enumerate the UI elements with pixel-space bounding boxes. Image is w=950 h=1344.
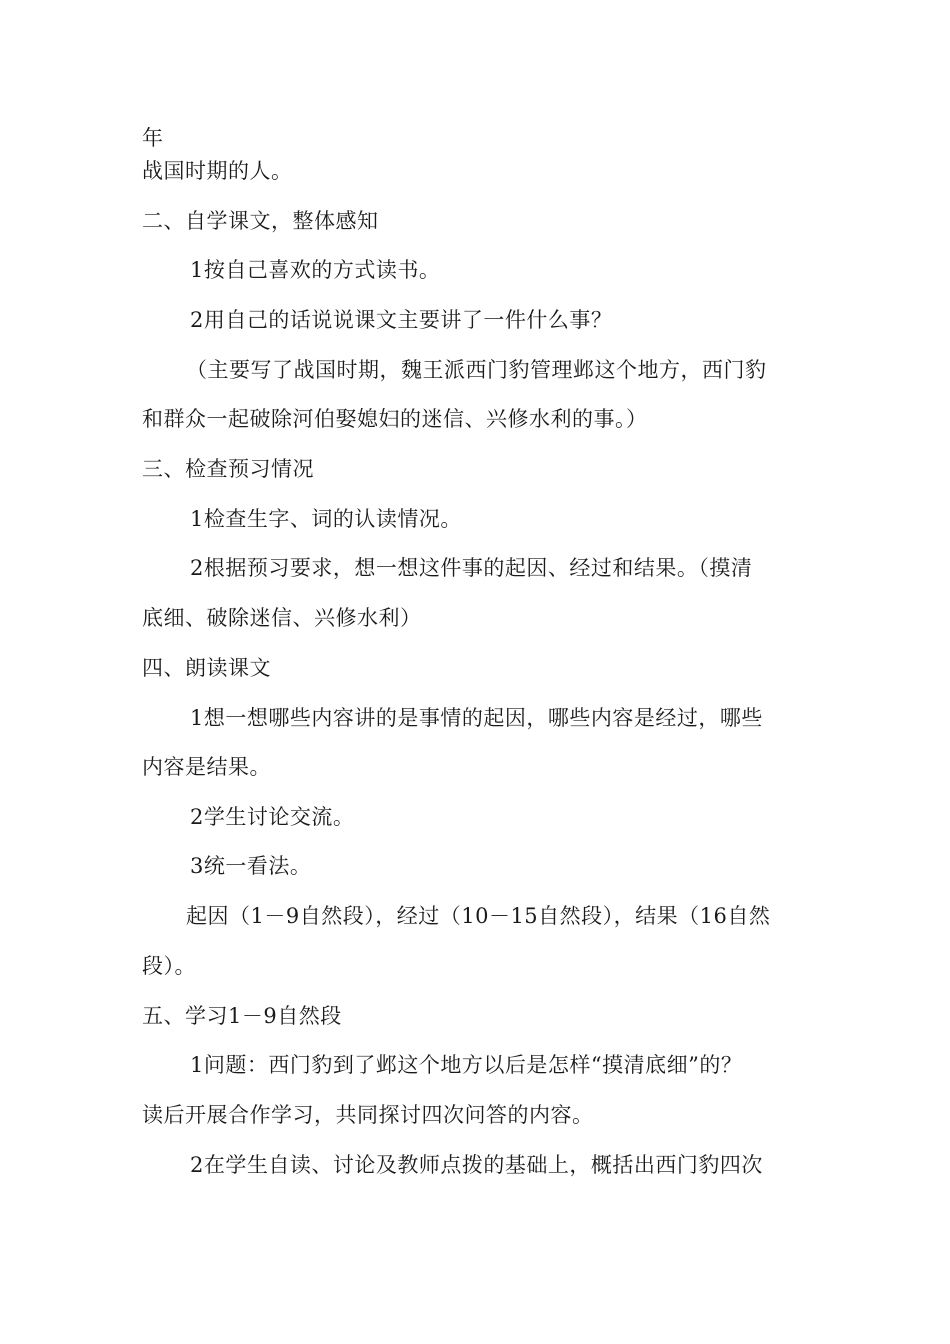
paragraph-line: 内容是结果。 xyxy=(142,755,271,779)
section-heading-4: 四、朗读课文 xyxy=(142,656,271,680)
paragraph-line: （主要写了战国时期，魏王派西门豹管理邺这个地方，西门豹 xyxy=(186,358,767,382)
list-item: 1问题：西门豹到了邺这个地方以后是怎样“摸清底细”的？ xyxy=(190,1053,743,1077)
list-item: 3统一看法。 xyxy=(190,854,312,878)
section-heading-3: 三、检查预习情况 xyxy=(142,457,314,481)
list-item: 2用自己的话说说课文主要讲了一件什么事？ xyxy=(190,308,613,332)
paragraph-line: 和群众一起破除河伯娶媳妇的迷信、兴修水利的事。） xyxy=(142,407,648,431)
section-heading-2: 二、自学课文，整体感知 xyxy=(142,209,379,233)
list-item: 1检查生字、词的认读情况。 xyxy=(190,507,462,531)
list-item: 2学生讨论交流。 xyxy=(190,805,355,829)
list-item: 2在学生自读、讨论及教师点拨的基础上，概括出西门豹四次 xyxy=(190,1153,763,1177)
text-line-warring-states: 战国时期的人。 xyxy=(142,159,293,183)
text-line-year: 年 xyxy=(142,126,164,150)
paragraph-line: 底细、破除迷信、兴修水利） xyxy=(142,606,422,630)
list-item: 1按自己喜欢的方式读书。 xyxy=(190,258,441,282)
section-heading-5: 五、学习1－9自然段 xyxy=(142,1004,342,1028)
paragraph-line: 段）。 xyxy=(142,954,196,978)
list-item: 1想一想哪些内容讲的是事情的起因，哪些内容是经过，哪些 xyxy=(190,706,763,730)
list-item: 2根据预习要求，想一想这件事的起因、经过和结果。（摸清 xyxy=(190,556,753,580)
paragraph-line: 读后开展合作学习，共同探讨四次问答的内容。 xyxy=(142,1103,594,1127)
paragraph-line: 起因（1－9自然段），经过（10－15自然段），结果（16自然 xyxy=(186,904,771,928)
